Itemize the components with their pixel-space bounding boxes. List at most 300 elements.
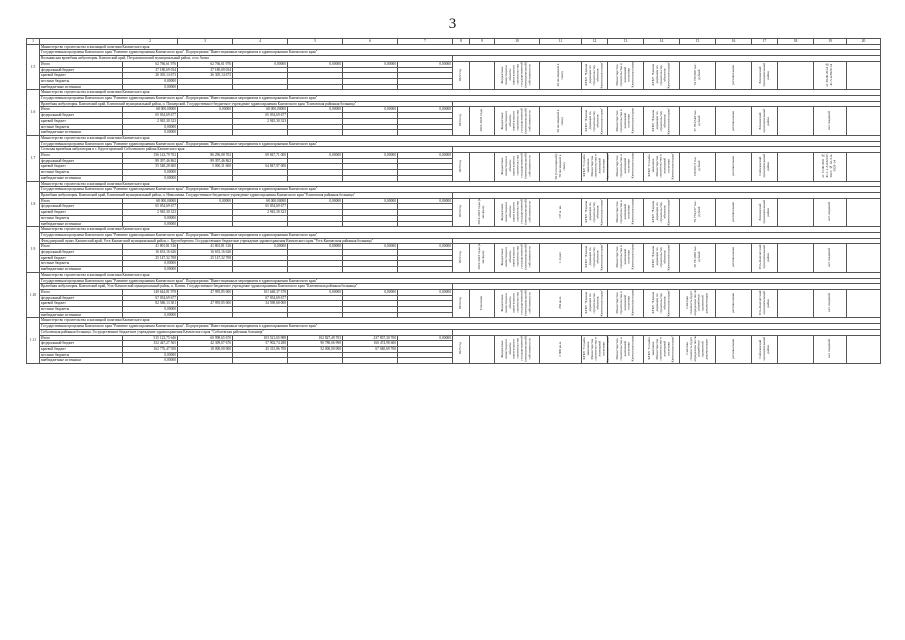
vertical-text: 2023 год — [458, 114, 463, 127]
vertical-text: КГКУ "Служба заказчика Министерства строительства и жилищной политики Камчатского края" — [582, 152, 610, 180]
vertical-text: региональная — [730, 110, 735, 131]
amount-cell: 68 000,00000 — [123, 107, 178, 113]
vertical-info-cell — [453, 107, 470, 136]
vertical-text: нет сведений — [827, 247, 832, 267]
subprogram-name: Государственная программа Камчатского края "Развитие здравоохранения Камчатского края". Подпрограмма "Инвестиционные мероприятия в здравоохранении Камчатского края" — [40, 278, 881, 284]
amount-cell: 0,00000 — [288, 289, 343, 295]
vertical-text: КГКУ "Единая дирекция по строительству объектов Камчатского края" — [650, 289, 671, 317]
vertical-info-cell — [608, 198, 644, 227]
vertical-text: 156 697,5 тыс. рублей — [692, 155, 701, 177]
page-number: 3 — [448, 16, 457, 32]
amount-cell: 52 000,00 000 — [288, 346, 343, 352]
vertical-info-cell — [608, 107, 644, 136]
amount-cell: 0,00000 — [123, 352, 178, 358]
vertical-text: 1 пункт — [557, 251, 562, 263]
amount-cell: 0,00000 — [123, 84, 178, 90]
finance-source: краевой бюджет — [40, 255, 123, 261]
vertical-info-cell — [814, 153, 847, 182]
amount-cell: 0,00000 — [123, 175, 178, 181]
amount-cell: 25 147,32 708 — [178, 255, 233, 261]
amount-cell: 47 995,85 000 — [178, 301, 233, 307]
vertical-text: КГКУ "Единая дирекция по строительству объектов Камчатского края" — [650, 61, 671, 89]
object-name: Фельдшерский пункт. Камчатский край, Усть-Камчатский муниципальный район, с. Крутоберегово. Государственное бюджетное учреждение здравоохранения Камчатского края "Усть-Камчатская районная больница" — [40, 238, 453, 244]
finance-row — [27, 289, 881, 295]
amount-cell: 352 447,27 565 — [123, 341, 178, 347]
amount-cell: 68 000,00000 — [123, 198, 178, 204]
amount-cell: 0,00000 — [178, 198, 233, 204]
amount-cell: 2 945,30 323 — [123, 210, 178, 216]
vertical-text: Бюджетные инвестиции в объекты капитального строительства государственной (муниципальной) собственности — [500, 153, 532, 179]
amount-cell: 34 590,68 000 — [233, 301, 288, 307]
finance-source: местные бюджеты — [40, 78, 123, 84]
amount-cell: 0,00000 — [288, 244, 343, 250]
column-number-cell: 6 — [343, 39, 398, 45]
finance-source: федеральный бюджет — [40, 250, 123, 256]
amount-cell: 16 653,16 626 — [123, 250, 178, 256]
vertical-info-cell — [752, 289, 778, 318]
finance-source: Итого — [40, 289, 123, 295]
amount-cell: 67 054,69 677 — [123, 295, 178, 301]
vertical-text: Елизовский муниципальный район — [757, 199, 770, 224]
vertical-text: 74 759,566 тыс. рублей — [692, 63, 701, 86]
vertical-text: Бюджетные инвестиции в объекты капитального строительства государственной (муниципальной) собственности — [500, 198, 532, 225]
vertical-info-cell — [495, 61, 540, 90]
vertical-info-cell — [680, 335, 716, 364]
vertical-text: КГКУ "Единая дирекция по строительству объектов Камчатского края" — [583, 289, 604, 317]
amount-cell: 0,00000 — [398, 335, 453, 341]
amount-cell: 0,00000 — [288, 198, 343, 204]
amount-cell: 0,00000 — [288, 107, 343, 113]
vertical-info-cell — [752, 61, 778, 90]
amount-cell: 42 309,07 676 — [178, 341, 233, 347]
object-name: Врачебная амбулатория. Камчатский край, Елизовский муниципальный район, п. Николаевка. Государственное бюджетное учреждение здравоохранения Камчатского края "Елизовская районная больница" — [40, 192, 453, 198]
amount-cell: 162 776,47 950 — [123, 346, 178, 352]
empty-column — [847, 335, 881, 364]
vertical-text: Елизовский муниципальный район — [757, 62, 770, 87]
column-number-cell: 11 — [540, 39, 582, 45]
vertical-info-cell — [453, 335, 470, 364]
finance-source: Итого — [40, 198, 123, 204]
amount-cell: 2 945,30 323 — [233, 118, 288, 124]
vertical-info-cell — [778, 107, 814, 136]
vertical-info-cell — [453, 198, 470, 227]
finance-source: федеральный бюджет — [40, 113, 123, 119]
amount-cell: 37 180,69 034 — [123, 67, 178, 73]
vertical-info-cell — [752, 335, 778, 364]
vertical-text: нет сведений — [827, 202, 832, 222]
ministry-name: Министерство строительства и жилищной политики Камчатского края — [40, 227, 881, 233]
vertical-info-cell — [582, 107, 608, 136]
empty-column — [847, 244, 881, 273]
vertical-text: Бюджетные инвестиции в объекты капитального строительства государственной (муниципальной) собственности — [500, 62, 532, 88]
vertical-text: 2022 год — [458, 251, 463, 264]
amount-cell: 0,00000 — [398, 198, 453, 204]
finance-source: Итого — [40, 107, 123, 113]
amount-cell: 0,00000 — [343, 244, 398, 250]
finance-source: Итого — [40, 153, 123, 159]
amount-cell: 65 054,69 677 — [233, 113, 288, 119]
vertical-info-cell — [752, 107, 778, 136]
finance-source: местные бюджеты — [40, 307, 123, 313]
vertical-text: 2 806 кв.м. — [557, 340, 562, 357]
amount-cell: 86 296,08 702 — [178, 153, 233, 159]
finance-source: местные бюджеты — [40, 170, 123, 176]
vertical-info-cell — [716, 61, 752, 90]
vertical-text: Соболевский муниципальный район — [757, 336, 770, 361]
amount-cell: 2 945,30 323 — [233, 210, 288, 216]
amount-cell: 67 040,69 700 — [343, 346, 398, 352]
amount-cell: 0,00000 — [233, 244, 288, 250]
amount-cell: 102 827,49 703 — [288, 335, 343, 341]
subprogram-name: Государственная программа Камчатского края "Развитие здравоохранения Камчатского края". Подпрограмма "Инвестиционные мероприятия в здравоохранении Камчатского края" — [40, 232, 881, 238]
vertical-info-cell — [608, 289, 644, 318]
amount-cell — [288, 358, 343, 364]
finance-source: федеральный бюджет — [40, 341, 123, 347]
finance-source: Итого — [40, 335, 123, 341]
vertical-info-cell — [814, 107, 847, 136]
vertical-info-cell — [495, 107, 540, 136]
vertical-info-cell — [778, 289, 814, 318]
vertical-info-cell — [814, 61, 847, 90]
vertical-info-cell — [608, 335, 644, 364]
amount-cell: 65 054,69 677 — [123, 204, 178, 210]
vertical-text: 2022-2023 годы (в месяцах) — [477, 244, 485, 271]
vertical-text: Министерство строительства и жилищной политики Камчатского края — [614, 290, 635, 316]
vertical-info-cell — [453, 289, 470, 318]
amount-cell: 0,00000 — [123, 358, 178, 364]
vertical-info-cell — [716, 335, 752, 364]
vertical-text: от 15.06.2021 № 41-1-1-3-032237-2021; № 41-5-0-5029-14 — [821, 153, 837, 179]
vertical-text: Министерство строительства и жилищной политики Камчатского края — [614, 335, 635, 362]
vertical-text: 2023 год — [458, 205, 463, 218]
vertical-info-cell — [752, 244, 778, 273]
amount-cell: 41 801,81 316 — [123, 244, 178, 250]
vertical-text: КГКУ "Единая дирекция по строительству объектов Камчатского края" — [583, 61, 604, 89]
amount-cell: 62 766,61 976 — [123, 61, 178, 67]
vertical-text: нет сведений — [827, 339, 832, 358]
empty-column — [847, 61, 881, 90]
vertical-info-cell — [453, 244, 470, 273]
vertical-info-cell — [453, 153, 470, 182]
vertical-info-cell — [644, 198, 680, 227]
vertical-info-cell — [680, 198, 716, 227]
vertical-info-cell — [470, 335, 495, 364]
vertical-info-cell — [540, 107, 582, 136]
column-number-cell: 19 — [814, 39, 847, 45]
subprogram-name: Государственная программа Камчатского края "Развитие здравоохранения Камчатского края". Подпрограмма "Инвестиционные мероприятия в здравоохранении Камчатского края" — [40, 96, 881, 102]
vertical-text: 70 770,257 тыс. рублей — [692, 200, 701, 223]
empty-column — [847, 153, 881, 182]
vertical-text: 29 731,090 тыс. рублей — [692, 246, 701, 269]
amount-cell: 89 397,46 862 — [123, 158, 178, 164]
finance-source: краевой бюджет — [40, 346, 123, 352]
amount-cell: 55 548,28 600 — [123, 164, 178, 170]
amount-cell: 0,00000 — [343, 61, 398, 67]
vertical-info-cell — [608, 153, 644, 182]
amount-cell: 65 054,69 677 — [233, 204, 288, 210]
vertical-info-cell — [752, 198, 778, 227]
vertical-info-cell — [540, 198, 582, 227]
column-number-cell: 16 — [716, 39, 752, 45]
ministry-name: Министерство строительства и жилищной политики Камчатского края — [40, 44, 881, 50]
ministry-name: Министерство строительства и жилищной политики Камчатского края — [40, 272, 881, 278]
vertical-info-cell — [716, 107, 752, 136]
column-number-cell: 4 — [233, 39, 288, 45]
column-number-cell: 9 — [470, 39, 495, 45]
amount-cell: 0,00000 — [123, 215, 178, 221]
column-number-cell: 18 — [778, 39, 814, 45]
finance-row — [27, 61, 881, 67]
vertical-text: КГКУ "Служба заказчика Министерства строительства и жилищной политики Камчатского края" — [646, 335, 675, 362]
amount-cell: 0,00000 — [288, 61, 343, 67]
finance-source: внебюджетные источники — [40, 175, 123, 181]
vertical-info-cell — [540, 289, 582, 318]
vertical-info-cell — [470, 244, 495, 273]
amount-cell: 25 147,32 708 — [123, 255, 178, 261]
amount-cell: 515 123,75 646 — [123, 335, 178, 341]
vertical-text: региональная — [730, 156, 735, 176]
vertical-info-cell — [778, 198, 814, 227]
vertical-text: 2023 год — [458, 159, 463, 173]
amount-cell: 0,00000 — [123, 78, 178, 84]
finance-source: краевой бюджет — [40, 73, 123, 79]
empty-column — [847, 107, 881, 136]
amount-cell: 16 653,16 626 — [178, 250, 233, 256]
vertical-info-cell — [814, 289, 847, 318]
vertical-info-cell — [778, 244, 814, 273]
amount-cell: 65 054,69 677 — [123, 113, 178, 119]
amount-cell: 0,00000 — [123, 307, 178, 313]
column-number-cell: 20 — [847, 39, 881, 45]
vertical-text: Бюджетные инвестиции в объекты капитального строительства государственной (муниципальной) собственности — [500, 107, 532, 133]
finance-source: внебюджетные источники — [40, 221, 123, 227]
column-number-cell: 15 — [680, 39, 716, 45]
vertical-info-cell — [608, 61, 644, 90]
vertical-text: 50 посещений в смену — [555, 108, 564, 132]
vertical-info-cell — [644, 244, 680, 273]
object-name: Соболевская районная больница. Государственное бюджетное учреждение здравоохранения Камчатского края "Соболевская районная больница" — [40, 329, 453, 335]
investment-objects-table — [26, 38, 881, 364]
vertical-info-cell — [540, 244, 582, 273]
amount-cell: 149 644,81 978 — [123, 289, 178, 295]
vertical-info-cell — [716, 244, 752, 273]
vertical-info-cell — [644, 107, 680, 136]
column-number-cell: 17 — [752, 39, 778, 45]
amount-cell: 26 305,14 673 — [123, 73, 178, 79]
object-name: Вольнинская врачебная амбулатория. Камчатский край, Петропавловский муниципальный район, село Апача — [40, 56, 453, 62]
vertical-text: 2023 год — [458, 296, 463, 309]
finance-row — [27, 244, 881, 250]
vertical-info-cell — [582, 244, 608, 273]
vertical-text: Соболевский муниципальный район — [757, 154, 770, 178]
amount-cell: 5 000,31 600 — [178, 164, 233, 170]
amount-cell: 64 847,97 000 — [233, 164, 288, 170]
amount-cell: 18 000,00 000 — [178, 346, 233, 352]
amount-cell: 82 586,13 301 — [123, 301, 178, 307]
vertical-info-cell — [582, 61, 608, 90]
vertical-info-cell — [752, 153, 778, 182]
object-name: Сельская врачебная амбулатория в с. Крутогоровский Соболевского района Камчатского края — [40, 147, 453, 153]
amount-cell: 0,00000 — [398, 61, 453, 67]
column-number-cell: 7 — [398, 39, 453, 45]
amount-cell: 69 847,71 000 — [233, 153, 288, 159]
vertical-info-cell — [582, 289, 608, 318]
empty-column — [847, 198, 881, 227]
ministry-name: Министерство строительства и жилищной политики Камчатского края — [40, 135, 881, 141]
vertical-text: от 30.06.2014 № 41-5-0-5029-14 — [825, 62, 833, 87]
vertical-text: 2022 год — [458, 68, 463, 81]
vertical-info-cell — [495, 289, 540, 318]
amount-cell: 0,00000 — [343, 289, 398, 295]
subprogram-name: Государственная программа Камчатского края "Развитие здравоохранения Камчатского края". Подпрограмма "Инвестиционные мероприятия в здравоохранении Камчатского края" — [40, 187, 881, 193]
vertical-info-cell — [495, 335, 540, 364]
vertical-text: КГКУ "Служба заказчика Министерства строительства и жилищной политики Камчатского края" — [582, 335, 610, 362]
vertical-text: Министерство строительства и жилищной политики Камчатского края — [614, 244, 635, 270]
vertical-info-cell — [608, 244, 644, 273]
finance-source: местные бюджеты — [40, 124, 123, 130]
finance-source: краевой бюджет — [40, 301, 123, 307]
amount-cell: 237 857,30 700 — [343, 335, 398, 341]
amount-cell: 0,00000 — [123, 261, 178, 267]
column-number-cell: 5 — [288, 39, 343, 45]
column-number-cell: 14 — [644, 39, 680, 45]
finance-source: Итого — [40, 61, 123, 67]
column-number-cell: 12 — [582, 39, 608, 45]
vertical-text: КГКУ "Единая дирекция по строительству объектов Камчатского края" — [650, 198, 671, 226]
amount-cell: 90 788,06 998 — [288, 341, 343, 347]
empty-column — [847, 289, 881, 318]
vertical-text: 2019-2023 годы (в месяцах) — [477, 198, 485, 225]
vertical-text: Министерство строительства и жилищной политики Камчатского края — [614, 153, 635, 179]
amount-cell: 67 054,69 677 — [233, 295, 288, 301]
ministry-name: Министерство строительства и жилищной политики Камчатского края — [40, 90, 881, 96]
vertical-info-cell — [540, 153, 582, 182]
vertical-info-cell — [680, 61, 716, 90]
finance-source: местные бюджеты — [40, 215, 123, 221]
vertical-text: КГКУ "Единая дирекция по строительству объектов Камчатского края" — [650, 243, 671, 271]
vertical-text: КГКУ "Единая дирекция по строительству объектов Камчатского края" — [650, 106, 671, 134]
amount-cell: 0,00000 — [343, 153, 398, 159]
column-number-cell: 13 — [608, 39, 644, 45]
vertical-text: нет сведений — [827, 110, 832, 130]
item-number: 1.10 — [27, 272, 40, 318]
vertical-info-cell — [814, 335, 847, 364]
object-name: Врачебная амбулатория. Камчатский край, Елизовский муниципальный район, п. Пионерский. Государственное бюджетное учреждение здравоохранения Камчатского края "Елизовская районная больница" — [40, 101, 453, 107]
finance-source: краевой бюджет — [40, 118, 123, 124]
vertical-text: Елизовский муниципальный район — [757, 108, 770, 133]
vertical-text: 57 763,544 тыс. рублей — [692, 109, 701, 132]
finance-row — [27, 335, 881, 341]
vertical-info-cell — [470, 198, 495, 227]
item-number: 1.8 — [27, 181, 40, 227]
amount-cell: 0,00000 — [398, 153, 453, 159]
finance-source: федеральный бюджет — [40, 67, 123, 73]
vertical-text: 9 месяцев — [479, 295, 484, 310]
vertical-text: региональная — [730, 64, 735, 85]
amount-cell: 0,00000 — [123, 170, 178, 176]
column-number-cell: 2 — [123, 39, 178, 45]
vertical-text: 2025 год — [458, 342, 463, 355]
finance-source: краевой бюджет — [40, 210, 123, 216]
subprogram-name: Государственная программа Камчатского края "Развитие здравоохранения Камчатского края". Подпрограмма "Инвестиционные мероприятия в здравоохранении Камчатского края" — [40, 324, 881, 330]
vertical-info-cell — [680, 153, 716, 182]
vertical-text: нет сведений — [827, 293, 832, 313]
vertical-text: Бюджетные инвестиции в объекты капитального строительства государственной (муниципальной) собственности — [500, 335, 532, 362]
vertical-text: Усть-Камчатский муниципальный район — [757, 244, 770, 270]
vertical-info-cell — [540, 335, 582, 364]
amount-cell: 89 397,46 862 — [178, 158, 233, 164]
finance-source: Итого — [40, 244, 123, 250]
finance-source: внебюджетные источники — [40, 130, 123, 136]
vertical-info-cell — [582, 153, 608, 182]
finance-source: федеральный бюджет — [40, 295, 123, 301]
vertical-text: КГКУ "Единая дирекция по строительству объектов Камчатского края" — [583, 106, 604, 134]
vertical-info-cell — [778, 153, 814, 182]
vertical-text: КГКУ "Единая дирекция по строительству объектов Камчатского края" — [583, 198, 604, 226]
vertical-text: региональная — [730, 338, 735, 359]
amount-cell: 26 305,14 673 — [178, 73, 233, 79]
vertical-text: 137 м. кв. — [557, 204, 562, 219]
finance-source: внебюджетные источники — [40, 312, 123, 318]
amount-cell: 0,00000 — [398, 289, 453, 295]
finance-source: внебюджетные источники — [40, 267, 123, 273]
amount-cell: 62 766,61 976 — [178, 61, 233, 67]
ministry-name: Министерство строительства и жилищной политики Камчатского края — [40, 318, 881, 324]
amount-cell: 0,00000 — [123, 130, 178, 136]
subprogram-name: Государственная программа Камчатского края "Развитие здравоохранения Камчатского края". Подпрограмма "Инвестиционные мероприятия в здравоохранении Камчатского края" — [40, 141, 881, 147]
amount-cell: 160 474,98 600 — [343, 341, 398, 347]
finance-source: местные бюджеты — [40, 352, 123, 358]
item-number: 1.9 — [27, 227, 40, 273]
vertical-info-cell — [778, 61, 814, 90]
column-number-cell: 10 — [495, 39, 540, 45]
vertical-info-cell — [470, 61, 495, 90]
vertical-info-cell — [680, 289, 716, 318]
column-number-cell: 1 — [27, 39, 40, 45]
vertical-info-cell — [470, 289, 495, 318]
amount-cell: 68 000,00000 — [233, 198, 288, 204]
amount-cell: 0,00000 — [123, 267, 178, 273]
vertical-text: Бюджетные инвестиции в объекты капитального строительства государственной (муниципальной) собственности — [500, 290, 532, 316]
vertical-info-cell — [644, 289, 680, 318]
amount-cell: 0,00000 — [123, 221, 178, 227]
item-number: 1.5 — [27, 44, 40, 90]
vertical-text: КГКУ "Единая дирекция по строительству объектов Камчатского края" — [583, 243, 604, 271]
amount-cell: 60 998,65 670 — [178, 335, 233, 341]
finance-row — [27, 153, 881, 159]
vertical-text: Сметная стоимость будет определена после разработки проектной документации — [684, 290, 709, 316]
vertical-info-cell — [470, 107, 495, 136]
vertical-info-cell — [470, 153, 495, 182]
vertical-info-cell — [716, 289, 752, 318]
vertical-text: региональная — [730, 293, 735, 313]
amount-cell: 37 180,69 034 — [178, 67, 233, 73]
vertical-text: КГКУ "Служба заказчика Министерства строительства и жилищной политики Камчатского края" — [646, 152, 675, 180]
vertical-info-cell — [453, 61, 470, 90]
subprogram-name: Государственная программа Камчатского края "Развитие здравоохранения Камчатского края". Подпрограмма "Инвестиционные мероприятия в здравоохранении Камчатского края" — [40, 50, 881, 56]
amount-cell: 41 801,81 316 — [178, 244, 233, 250]
amount-cell: 47 995,85 000 — [178, 289, 233, 295]
finance-source: внебюджетные источники — [40, 358, 123, 364]
finance-source: федеральный бюджет — [40, 204, 123, 210]
vertical-text: Усть-Камчатский муниципальный район — [757, 290, 770, 316]
amount-cell: 0,00000 — [233, 61, 288, 67]
amount-cell: 103 521,65 988 — [233, 335, 288, 341]
vertical-info-cell — [716, 153, 752, 182]
amount-cell: 45 315,86 700 — [233, 346, 288, 352]
finance-source: федеральный бюджет — [40, 158, 123, 164]
vertical-info-cell — [716, 198, 752, 227]
